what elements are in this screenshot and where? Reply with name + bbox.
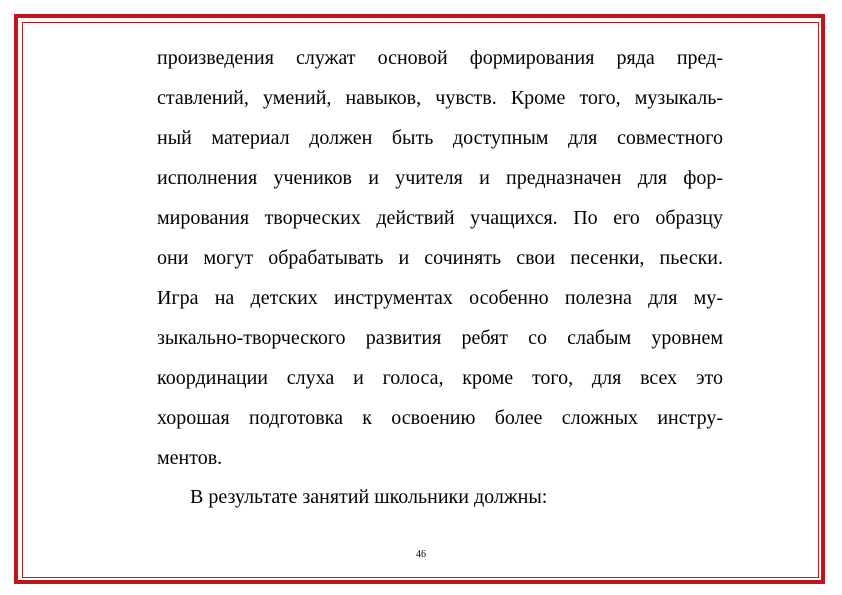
text-line: ный материал должен быть доступным для совместного (157, 127, 723, 149)
text-line: Игра на детских инструментах особенно полезна для му- (157, 287, 723, 309)
text-line: ставлений, умений, навыков, чувств. Кроме того, музыкаль- (157, 87, 723, 109)
text-line: хорошая подготовка к освоению более сложных инстру- (157, 407, 723, 429)
text-line: мирования творческих действий учащихся. По его образцу (157, 207, 723, 229)
text-line-last: ментов. (157, 447, 223, 469)
paragraph-start: В результате занятий школьники должны: (190, 486, 548, 508)
page-number: 46 (416, 549, 426, 560)
text-line: зыкально-творческого развития ребят со слабым уровнем (157, 327, 723, 349)
text-line: произведения служат основой формирования ряда пред- (157, 47, 723, 69)
text-line: они могут обрабатывать и сочинять свои песенки, пьески. (157, 247, 723, 269)
text-line: исполнения учеников и учителя и предназначен для фор- (157, 167, 723, 189)
text-line: координации слуха и голоса, кроме того, для всех это (157, 367, 723, 389)
body-text (157, 38, 723, 478)
